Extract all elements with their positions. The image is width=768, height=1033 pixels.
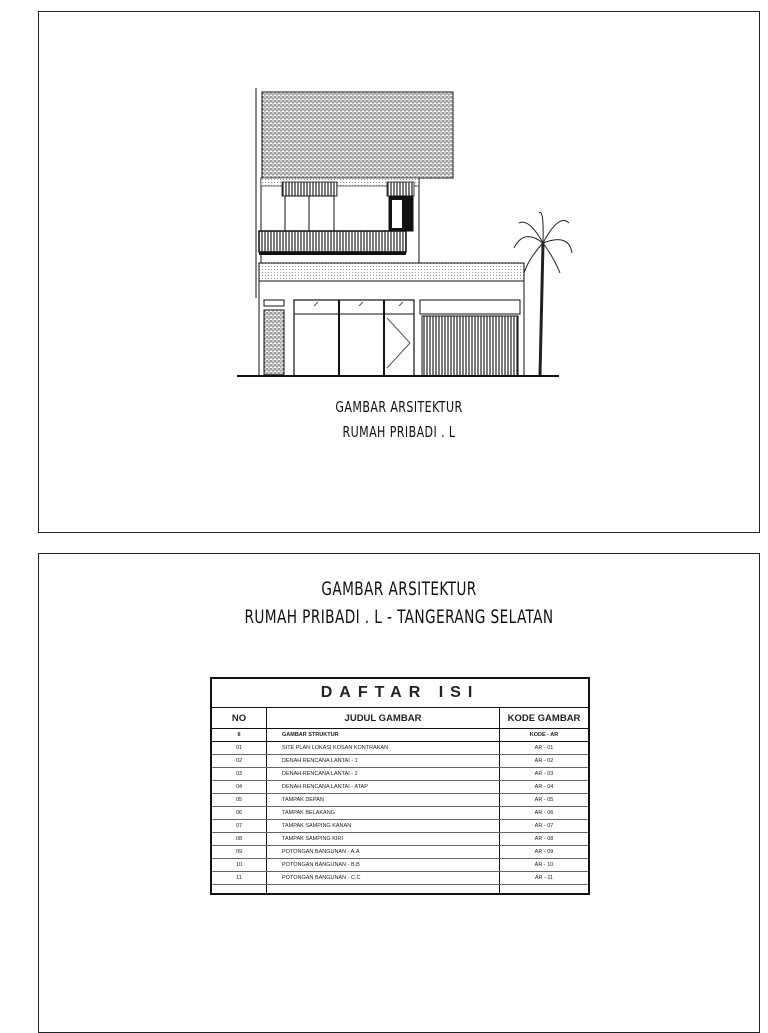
row-no: 11 xyxy=(211,872,267,885)
col-header-code: KODE GAMBAR xyxy=(500,708,590,729)
row-title: DENAH RENCANA LANTAI - 1 xyxy=(267,755,500,768)
row-code: AR - 10 xyxy=(500,859,590,872)
toc-heading: DAFTAR ISI xyxy=(211,678,589,708)
row-title: SITE PLAN LOKASI KOSAN KONTRAKAN xyxy=(267,742,500,755)
table-row xyxy=(211,781,589,794)
table-row xyxy=(211,755,589,768)
table-row xyxy=(211,833,589,846)
row-title: TAMPAK SAMPING KIRI xyxy=(267,833,500,846)
section-no: II xyxy=(211,729,267,742)
table-row xyxy=(211,846,589,859)
table-row xyxy=(211,768,589,781)
col-header-title: JUDUL GAMBAR xyxy=(267,708,500,729)
row-no: 07 xyxy=(211,820,267,833)
house-elevation-drawing xyxy=(234,88,574,388)
row-code: AR - 04 xyxy=(500,781,590,794)
row-no: 01 xyxy=(211,742,267,755)
row-code: AR - 01 xyxy=(500,742,590,755)
toc-table xyxy=(210,677,590,895)
row-no: 09 xyxy=(211,846,267,859)
section-row xyxy=(211,729,589,742)
contents-title-line2: RUMAH PRIBADI . L - TANGERANG SELATAN xyxy=(244,606,554,628)
row-title: DENAH RENCANA LANTAI - 2 xyxy=(267,768,500,781)
table-row xyxy=(211,794,589,807)
cover-title-line2: RUMAH PRIBADI . L xyxy=(342,423,456,441)
contents-sheet xyxy=(38,553,760,1033)
row-code: AR - 11 xyxy=(500,872,590,885)
table-row xyxy=(211,872,589,885)
table-row-empty xyxy=(211,885,589,895)
row-title: DENAH RENCANA LANTAI - ATAP xyxy=(267,781,500,794)
table-row xyxy=(211,820,589,833)
row-no: 06 xyxy=(211,807,267,820)
row-title: POTONGAN BANGUNAN - A.A xyxy=(267,846,500,859)
cover-sheet xyxy=(38,11,760,533)
section-code: KODE - AR xyxy=(500,729,590,742)
row-code: AR - 05 xyxy=(500,794,590,807)
row-no: 08 xyxy=(211,833,267,846)
col-header-no: NO xyxy=(211,708,267,729)
row-title: TAMPAK BELAKANG xyxy=(267,807,500,820)
row-code: AR - 02 xyxy=(500,755,590,768)
row-code: AR - 03 xyxy=(500,768,590,781)
row-no: 04 xyxy=(211,781,267,794)
cover-title-line1: GAMBAR ARSITEKTUR xyxy=(335,398,463,416)
row-title: POTONGAN BANGUNAN - C.C xyxy=(267,872,500,885)
row-no: 05 xyxy=(211,794,267,807)
row-no: 02 xyxy=(211,755,267,768)
contents-title-line1: GAMBAR ARSITEKTUR xyxy=(321,578,477,600)
row-title: POTONGAN BANGUNAN - B.B xyxy=(267,859,500,872)
section-title: GAMBAR STRUKTUR xyxy=(267,729,500,742)
row-title: TAMPAK SAMPING KANAN xyxy=(267,820,500,833)
row-no: 10 xyxy=(211,859,267,872)
table-row xyxy=(211,807,589,820)
row-no: 03 xyxy=(211,768,267,781)
row-title: TAMPAK DEPAN xyxy=(267,794,500,807)
row-code: AR - 09 xyxy=(500,846,590,859)
table-row xyxy=(211,742,589,755)
row-code: AR - 08 xyxy=(500,833,590,846)
row-code: AR - 07 xyxy=(500,820,590,833)
row-code: AR - 06 xyxy=(500,807,590,820)
table-row xyxy=(211,859,589,872)
